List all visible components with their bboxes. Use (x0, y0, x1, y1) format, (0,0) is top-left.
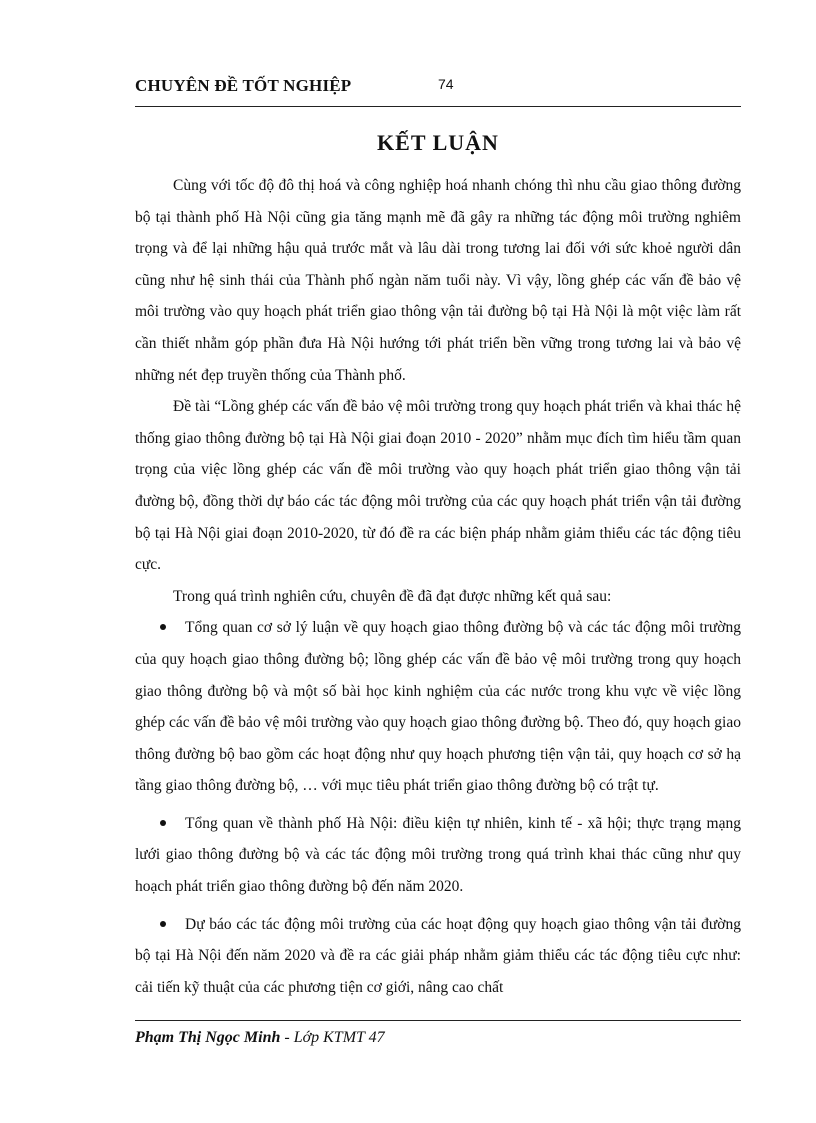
paragraph-intro: Cùng với tốc độ đô thị hoá và công nghiệp hoá nhanh chóng thì nhu cầu giao thông đường bộ tại thành phố Hà Nội cũng gia tăng mạnh mẽ đã gây ra những tác động môi trường nghiêm trọng và để lại những hậu quả trước mắt và lâu dài trong tương lai đối với sức khoẻ người dân cũng như hệ sinh thái của Thành phố ngàn năm tuổi này. Vì vậy, lồng ghép các vấn đề bảo vệ môi trường vào quy hoạch phát triển giao thông vận tải đường bộ tại Hà Nội là một việc làm rất cần thiết nhằm góp phần đưa Hà Nội hướng tới phát triển bền vững trong tương lai và bảo vệ những nét đẹp truyền thống của Thành phố. (135, 177, 741, 384)
body-text (135, 170, 741, 1003)
list-item (135, 909, 741, 1004)
section-title: KẾT LUẬN (377, 130, 499, 155)
header-rule (135, 106, 741, 107)
list-item (135, 808, 741, 903)
list-item-text: Tổng quan cơ sở lý luận về quy hoạch giao thông đường bộ và các tác động môi trường của quy hoạch giao thông đường bộ; lồng ghép các vấn đề bảo vệ môi trường trong quy hoạch giao thông đường bộ và một số bài học kinh nghiệm của các nước trong khu vực về việc lồng ghép các vấn đề bảo vệ môi trường vào quy hoạch giao thông đường bộ. Theo đó, quy hoạch giao thông đường bộ bao gồm các hoạt động như quy hoạch phương tiện vận tải, quy hoạch cơ sở hạ tầng giao thông đường bộ, … với mục tiêu phát triển giao thông đường bộ có trật tự. (135, 619, 741, 795)
footer-author: Phạm Thị Ngọc Minh (135, 1029, 281, 1046)
header-title: CHUYÊN ĐỀ TỐT NGHIỆP (135, 76, 352, 95)
list-item-text: Dự báo các tác động môi trường của các hoạt động quy hoạch giao thông vận tải đường bộ tại Hà Nội đến năm 2020 và đề ra các giải pháp nhằm giảm thiểu các tác động tiêu cực như: cải tiến kỹ thuật của các phương tiện cơ giới, nâng cao chất (135, 915, 741, 996)
footer-rule (135, 1020, 741, 1021)
footer-separator: - (280, 1029, 294, 1046)
list-item-text: Tổng quan về thành phố Hà Nội: điều kiện tự nhiên, kinh tế - xã hội; thực trạng mạng lưới giao thông đường bộ và các tác động môi trường trong quá trình khai thác cũng như quy hoạch phát triển giao thông đường bộ đến năm 2020. (135, 814, 741, 896)
bullet-icon (160, 624, 166, 630)
list-item (135, 612, 741, 802)
footer-class: Lớp KTMT 47 (293, 1029, 385, 1046)
page-footer (135, 1029, 385, 1047)
paragraph-topic: Đề tài “Lồng ghép các vấn đề bảo vệ môi trường trong quy hoạch phát triển và khai thác hệ thống giao thông đường bộ tại Hà Nội giai đoạn 2010 - 2020” nhằm mục đích tìm hiểu tầm quan trọng của việc lồng ghép các vấn đề môi trường vào quy hoạch phát triển giao thông vận tải đường bộ, đồng thời dự báo các tác động môi trường của các quy hoạch phát triển vận tải đường bộ tại Hà Nội giai đoạn 2010-2020, từ đó đề ra các biện pháp nhằm giảm thiểu các tác động tiêu cực. (135, 398, 741, 574)
bullet-icon (160, 921, 166, 927)
bullet-icon (160, 820, 166, 826)
page-header (135, 74, 741, 100)
page-number: 74 (438, 76, 454, 92)
paragraph-results-lead: Trong quá trình nghiên cứu, chuyên đề đã đạt được những kết quả sau: (173, 587, 612, 605)
